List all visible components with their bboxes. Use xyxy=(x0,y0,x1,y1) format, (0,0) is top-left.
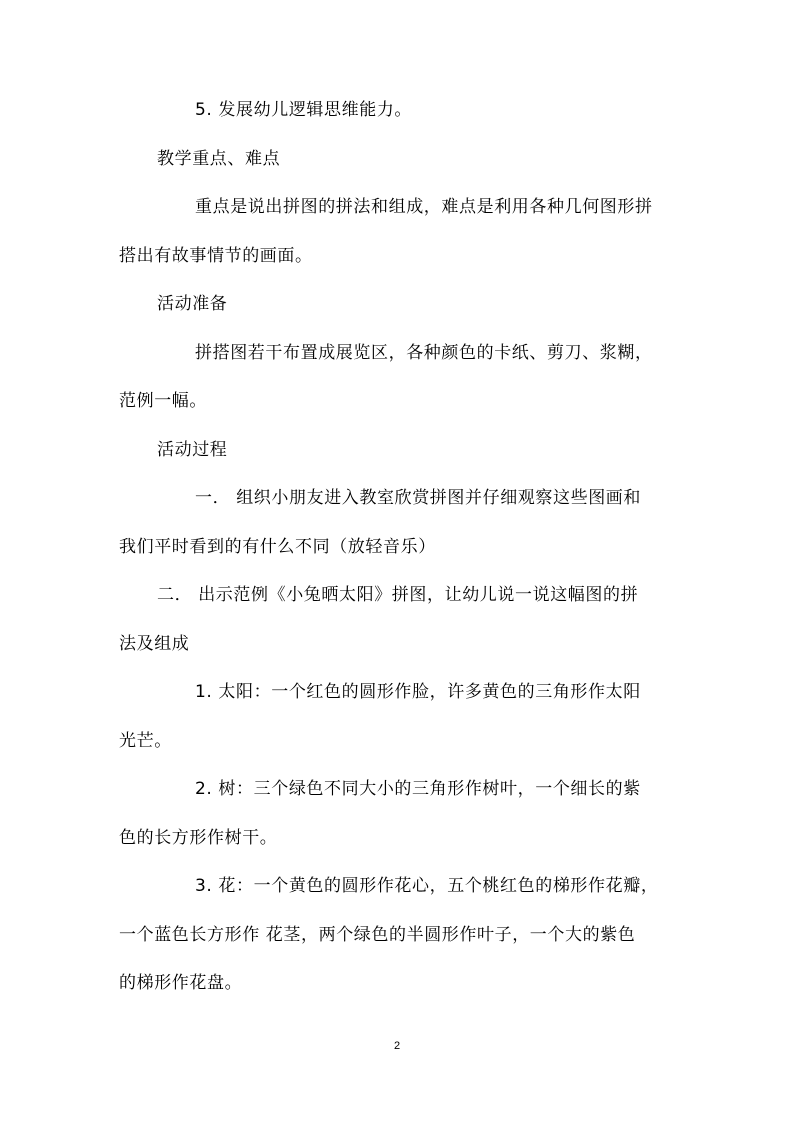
text-line: 二． 出示范例《小兔晒太阳》拼图，让幼儿说一说这幅图的拼 xyxy=(157,585,639,605)
text-line: 3. 花：一个黄色的圆形作花心，五个桃红色的梯形作花瓣， xyxy=(195,876,659,896)
text-line: 一个蓝色长方形作 花茎，两个绿色的半圆形作叶子，一个大的紫色 xyxy=(119,925,636,945)
text-line: 搭出有故事情节的画面。 xyxy=(119,246,313,266)
text-line: 重点是说出拼图的拼法和组成，难点是利用各种几何图形拼 xyxy=(195,197,653,217)
text-line: 的梯形作花盘。 xyxy=(119,973,243,993)
section-heading: 教学重点、难点 xyxy=(157,149,281,169)
page-number: 2 xyxy=(393,1040,401,1052)
text-line: 拼搭图若干布置成展览区，各种颜色的卡纸、剪刀、浆糊， xyxy=(195,343,653,363)
text-line: 1. 太阳：一个红色的圆形作脸，许多黄色的三角形作太阳 xyxy=(195,682,641,702)
text-line: 我们平时看到的有什么不同（放轻音乐） xyxy=(119,537,436,557)
section-heading: 活动准备 xyxy=(157,294,228,314)
text-line: 一． 组织小朋友进入教室欣赏拼图并仔细观察这些图画和 xyxy=(195,488,642,508)
text-line: 范例一幅。 xyxy=(119,391,207,411)
text-line: 色的长方形作树干。 xyxy=(119,828,278,848)
text-line: 5. 发展幼儿逻辑思维能力。 xyxy=(195,100,413,120)
text-line: 法及组成 xyxy=(119,634,190,654)
section-heading: 活动过程 xyxy=(157,440,228,460)
text-line: 光芒。 xyxy=(119,731,172,751)
text-line: 2. 树：三个绿色不同大小的三角形作树叶，一个细长的紫 xyxy=(195,779,641,799)
